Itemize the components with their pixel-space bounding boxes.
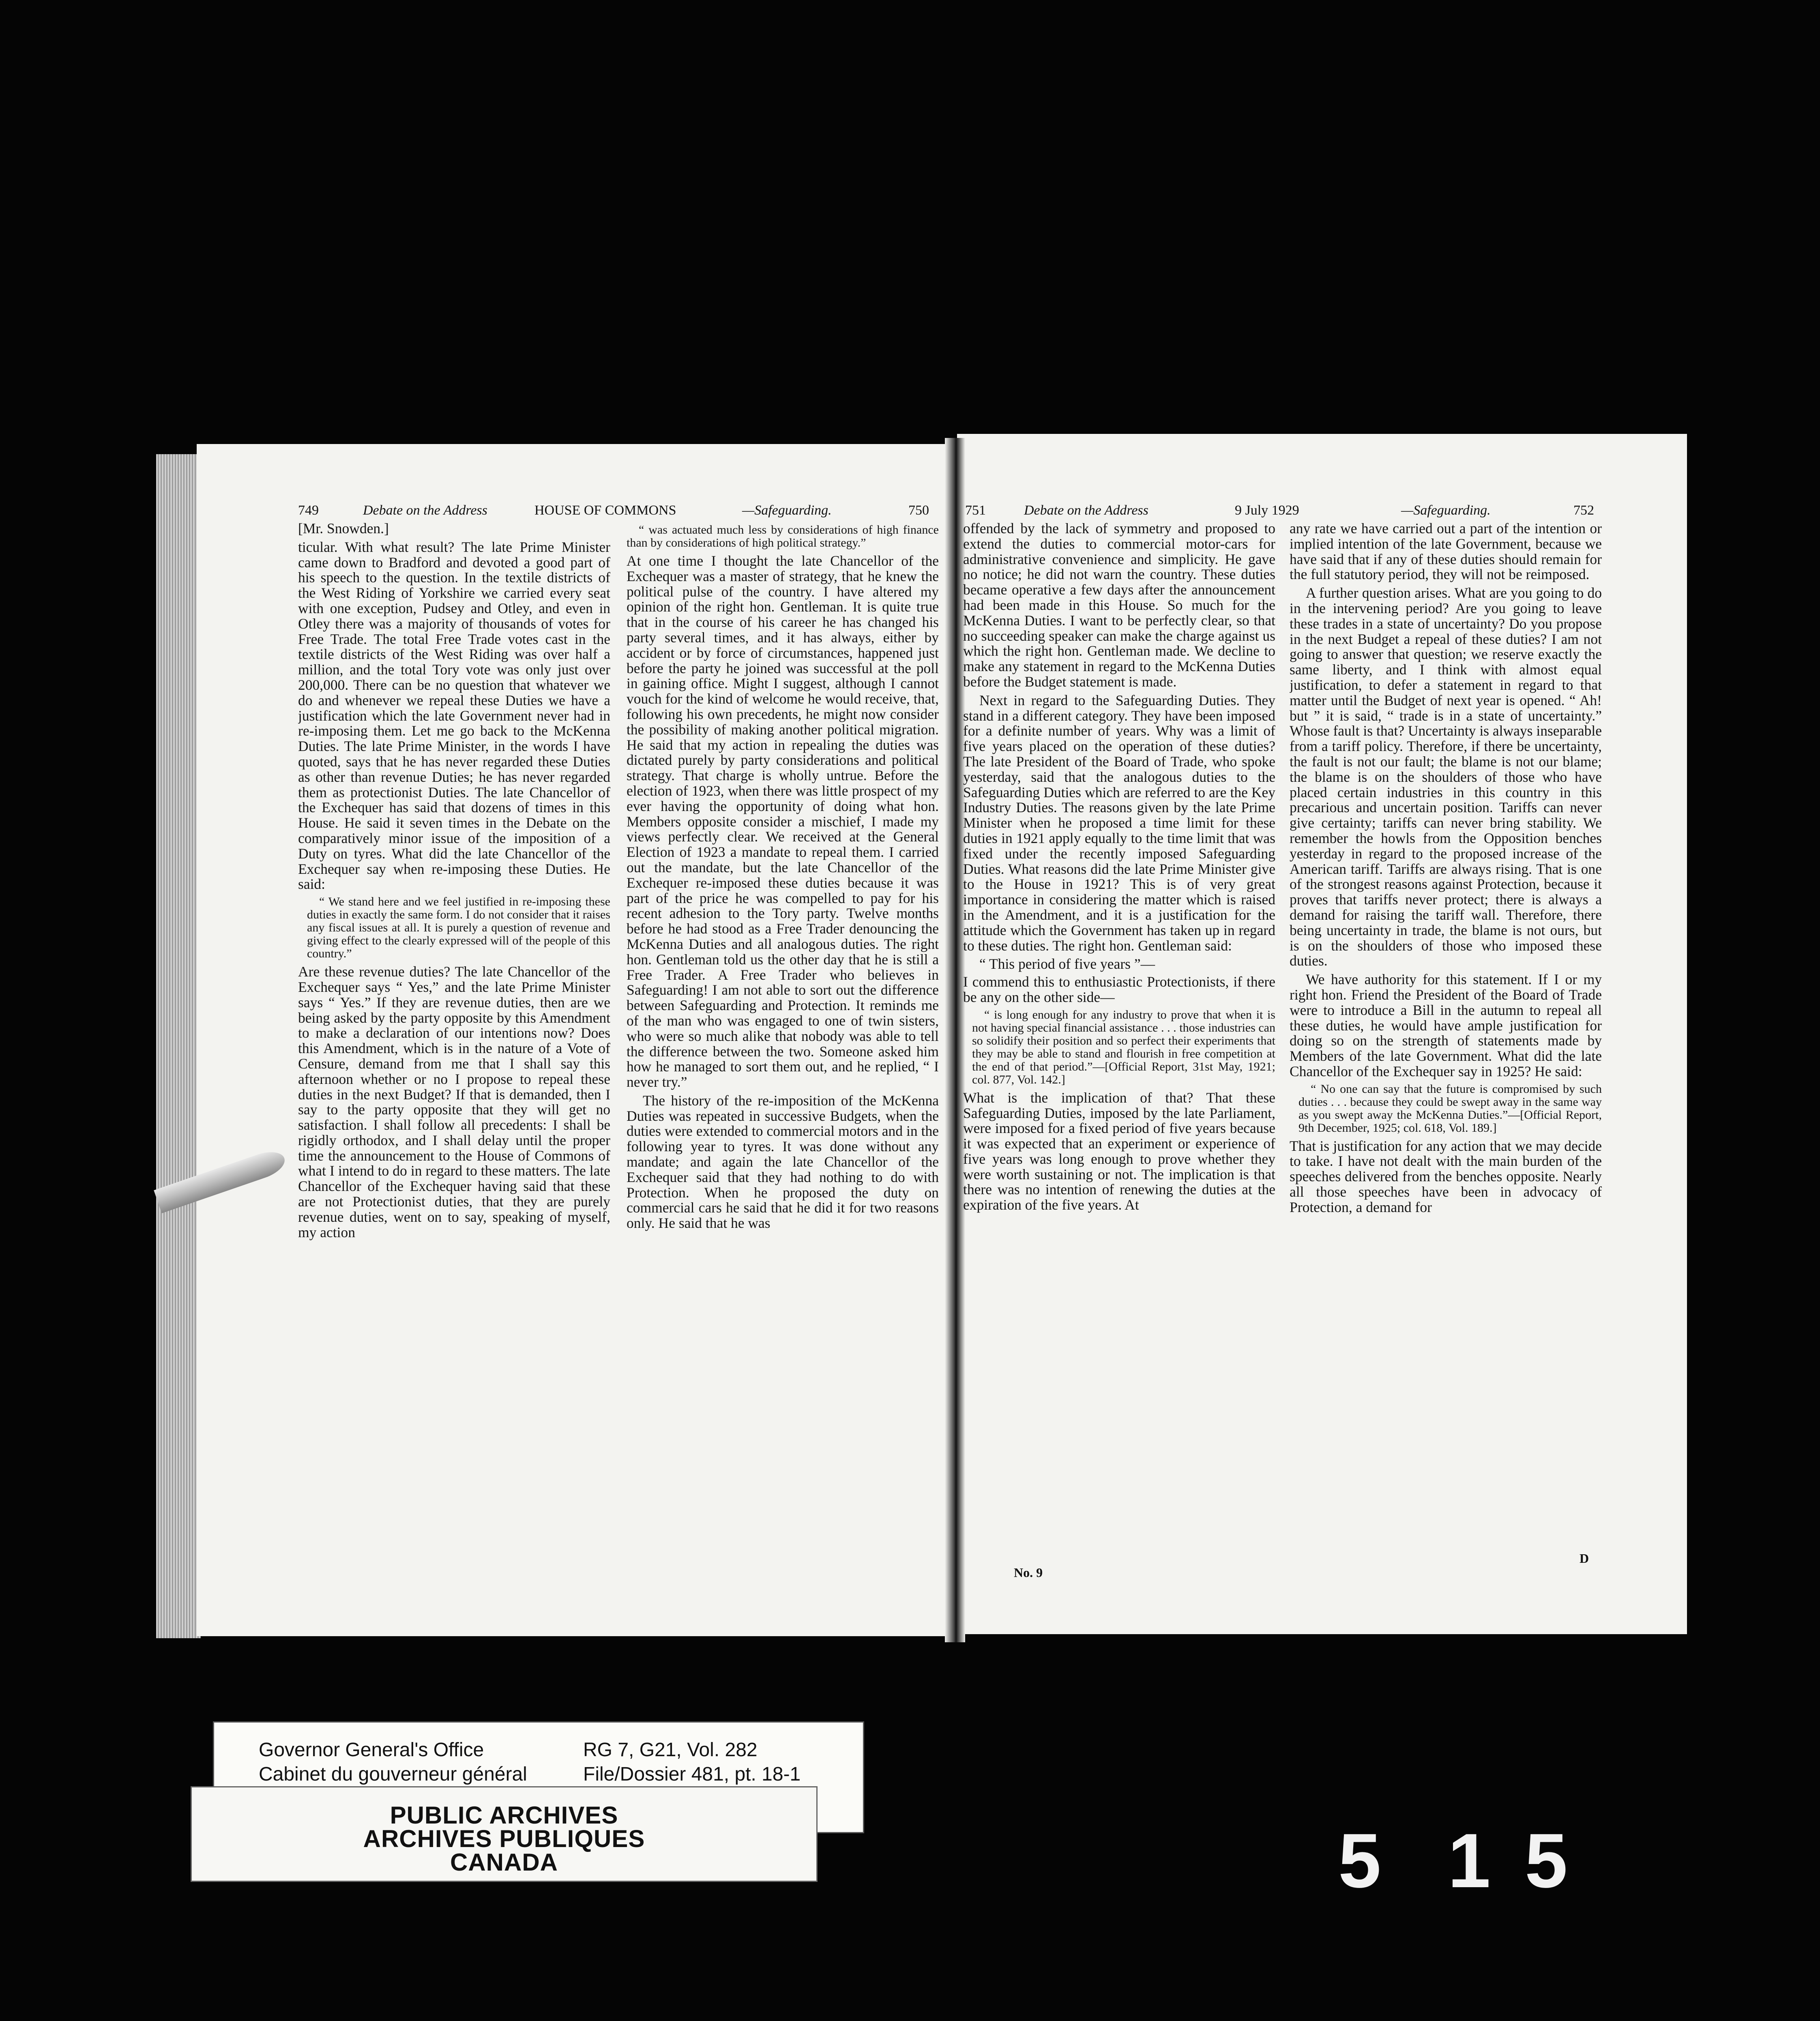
- page-edges: [156, 454, 201, 1638]
- paragraph: What is the implication of that? That these Safeguarding Duties, imposed by the late Parliament, were imposed for a fixed period of five years because it was expected that an experiment or experience of five years was long enough to prove whether they were worth sustaining or not. The implication is that there was no intention of renewing the duties at the expiration of the five years. At: [963, 1089, 1275, 1213]
- frame-digit-1: 5: [1338, 1818, 1381, 1904]
- running-head-house: HOUSE OF COMMONS: [534, 503, 676, 518]
- frame-digit-3: 5: [1525, 1818, 1568, 1904]
- quotation: “ We stand here and we feel justified in re-imposing these duties in exactly the same form. I do not consider that it raises any fiscal issues at all. It is purely a question of revenue and giving effect to the clearly expressed will of the people of this country.”: [307, 895, 610, 961]
- paragraph: Are these revenue duties? The late Chancellor of the Exchequer says “ Yes,” and the late Prime Minister says “ Yes.” If they are revenue duties, then are we being asked by the party opposite by this Amendment to make a declaration of our intentions now? Does this Amendment, which is in the nature of a Vote of Censure, demand from me that I shall say this afternoon whether or no I propose to repeal these duties in the next Budget? If that is demanded, then I say to the party opposite that they will get no satisfaction. I shall follow all precedents: I shall be rigidly orthodox, and I shall delay until the proper time the announcement to the House of Commons of what I intend to do in regard to these matters. The late Chancellor of the Exchequer having said that these are not Protectionist duties, that they are purely revenue duties, went on to say, speaking of myself, my action: [298, 963, 610, 1240]
- quotation: “ was actuated much less by considerations of high finance than by considerations of high political strategy.”: [627, 523, 939, 549]
- paragraph: Next in regard to the Safeguarding Duties. They stand in a different category. They have been imposed for a definite number of years. Why was a limit of five years placed on the operation of these duties? The late President of the Board of Trade, who spoke yesterday, said that the analogous duties to the Safeguarding Duties which are referred to are the Key Industry Duties. The reasons given by the late Prime Minister when he proposed a time limit for these duties in 1921 apply equally to the time limit that was fixed under the recently imposed Safeguarding Duties. What reasons did the late Prime Minister give to the House in 1921? This is of very great importance in considering the matter which is raised in the Amendment, and it is a justification for the attitude which the Government has taken up in regard to these duties. The right hon. Gentleman said:: [963, 692, 1275, 954]
- running-head-debate-right: Debate on the Address: [1024, 503, 1148, 518]
- paragraph: offended by the lack of symmetry and proposed to extend the duties to commercial motor-cars for administrative convenience and simplicity. He gave no notice; he did not warn the country. These duties became operative a few days after the announcement had been made in this House. So much for the McKenna Duties. I want to be perfectly clear, so that no succeeding speaker can make the charge against us which the right hon. Gentleman made. We decline to make any statement in regard to the McKenna Duties before the Budget statement is made.: [963, 521, 1275, 690]
- record-group: RG 7, G21, Vol. 282: [583, 1739, 758, 1761]
- frame-digit-2: 1: [1448, 1818, 1491, 1904]
- stamp-line-2: ARCHIVES PUBLIQUES: [363, 1825, 645, 1852]
- paragraph: A further question arises. What are you going to do in the intervening period? Are you going to leave these trades in a state of uncertainty? Do you propose in the next Budget a repeal of these duties? I am not going to answer that question; we reserve exactly the same liberty, and I think with almost equal justification, to defer a statement in regard to that matter until the Budget of next year is opened. “ Ah! but ” it is said, “ trade is in a state of uncertainty.” Whose fault is that? Uncertainty is always inseparable from a tariff policy. Therefore, if there be uncertainty, the fault is not our fault; the blame is not our blame; the blame is on the shoulders of those who have placed certain industries in this country in this precarious and uncertain position. Tariffs can never give certainty; tariffs can never bring stability. We remember the howls from the Opposition benches yesterday in regard to the proposed increase of the American tariff. Tariffs are always rising. That is one of the strongest reasons against Protection, because it proves that tariffs never protect; there is always a demand for raising the tariff wall. Therefore, there being uncertainty in trade, the blame is not ours, but is on the shoulders of those who imposed these duties.: [1290, 585, 1602, 969]
- page-number-749: 749: [298, 503, 319, 518]
- quotation-short: “ This period of five years ”—: [979, 956, 1155, 972]
- column-750: [627, 521, 939, 1555]
- file-dossier: File/Dossier 481, pt. 18-1: [583, 1764, 801, 1785]
- paragraph: At one time I thought the late Chancellor of the Exchequer was a master of strategy, that he knew the political pulse of the country. I have altered my opinion of the right hon. Gentleman. It is quite true that in the course of his career he has changed his party several times, and it has always, either by accident or by force of circumstances, happened just before the party he joined was successful at the poll in gaining office. Might I suggest, although I cannot vouch for the kind of welcome he would receive, that, following his own precedents, he might now consider the possibility of making another political migration. He said that my action in repealing the duties was dictated purely by party considerations and political strategy. That charge is wholly untrue. Before the election of 1923, when there was little prospect of my ever having the opportunity of doing what hon. Members opposite consider a mischief, I made my views perfectly clear. We received at the General Election of 1923 a mandate to repeal them. I carried out the mandate, but the late Chancellor of the Exchequer re-imposed these duties because it was part of the price he was compelled to pay for his recent adhesion to the Tory party. Twelve months before he had stood as a Free Trader denouncing the McKenna Duties and all analogous duties. The right hon. Gentleman told us the other day that he is still a Free Trader. A Free Trader who believes in Safeguarding! I am not able to sort out the difference between Safeguarding and Protection. It reminds me of the man who was engaged to one of twin sisters, who were so much alike that nobody was able to tell the difference between the two. Someone asked him how he managed to sort them out, and he replied, “ I never try.”: [627, 553, 939, 1090]
- running-head-safeguarding-right: —Safeguarding.: [1401, 503, 1491, 518]
- signature-letter: D: [1580, 1551, 1589, 1566]
- page-number-750: 750: [908, 503, 929, 518]
- column-751: [963, 521, 1275, 1555]
- paragraph: That is justification for any action that we may decide to take. I have not dealt with the main burden of the speeches delivered from the benches opposite. Nearly all those speeches have been in advocacy of Protection, a demand for: [1290, 1137, 1602, 1215]
- signature-mark: No. 9: [1014, 1565, 1043, 1580]
- book-gutter: [945, 438, 965, 1642]
- paragraph: The history of the re-imposition of the McKenna Duties was repeated in successive Budgets, when the duties were extended to commercial motors and in the following year to tyres. It was done without any mandate; and again the late Chancellor of the Exchequer said that they had nothing to do with Protection. When he proposed the duty on commercial cars he said that he did it for two reasons only. He said that he was: [627, 1092, 939, 1231]
- paragraph: I commend this to enthusiastic Protectionists, if there be any on the other side—: [963, 974, 1275, 1005]
- quotation: “ is long enough for any industry to prove that when it is not having special financial assistance . . . those industries can so solidify their position and so perfect their experiments that they may be able to stand and flourish in free competition at the end of that period.”—[Official Report, 31st May, 1921; col. 877, Vol. 142.]: [972, 1008, 1275, 1086]
- running-head-debate-left: Debate on the Address: [363, 503, 487, 518]
- paragraph: We have authority for this statement. If I or my right hon. Friend the President of the Board of Trade were to introduce a Bill in the autumn to repeal all these duties, he would have ample justification for doing so on the strength of statements made by Members of the late Government. What did the late Chancellor of the Exchequer say in 1925? He said:: [1290, 971, 1602, 1079]
- running-head-date: 9 July 1929: [1235, 503, 1299, 518]
- stamp-line-1: PUBLIC ARCHIVES: [390, 1802, 618, 1829]
- office-english: Governor General's Office: [259, 1739, 484, 1761]
- speaker-tag: [Mr. Snowden.]: [298, 521, 389, 536]
- office-french: Cabinet du gouverneur général: [259, 1764, 527, 1785]
- running-head-safeguarding-left: —Safeguarding.: [742, 503, 832, 518]
- page-number-751: 751: [965, 503, 986, 518]
- quotation: “ No one can say that the future is compromised by such duties . . . because they could be swept away in the same way as you swept away the McKenna Duties.”—[Official Report, 9th December, 1925; col. 618, Vol. 189.]: [1298, 1082, 1602, 1135]
- stamp-line-3: CANADA: [450, 1849, 558, 1876]
- paragraph: any rate we have carried out a part of the intention or implied intention of the late Government, because we have said that if any of these duties should remain for the full statutory period, they will not be reimposed.: [1290, 521, 1602, 583]
- column-752: [1290, 521, 1602, 1555]
- paragraph: ticular. With what result? The late Prime Minister came down to Bradford and devoted a good part of his speech to the question. In the textile districts of the West Riding of Yorkshire we carried every seat with one exception, Pudsey and Otley, and even in Otley there was a majority of thousands of votes for Free Trade. The total Free Trade votes cast in the textile districts of the West Riding was over half a million, and the total Tory vote was only just over 200,000. There can be no question that whatever we do and whenever we repeal these Duties we have a justification which the late Government never had in re-imposing them. Let me go back to the McKenna Duties. The late Prime Minister, in the words I have quoted, says that he has never regarded these Duties as other than revenue Duties; he has never regarded them as protectionist Duties. The late Chancellor of the Exchequer has said that dozens of times in this House. He said it seven times in the Debate on the comparatively minor issue of the imposition of a Duty on tyres. What did the late Chancellor of the Exchequer say when re-imposing these Duties. He said:: [298, 539, 610, 893]
- archive-stamp: [191, 1786, 818, 1882]
- column-749: [298, 521, 610, 1555]
- page-number-752: 752: [1573, 503, 1594, 518]
